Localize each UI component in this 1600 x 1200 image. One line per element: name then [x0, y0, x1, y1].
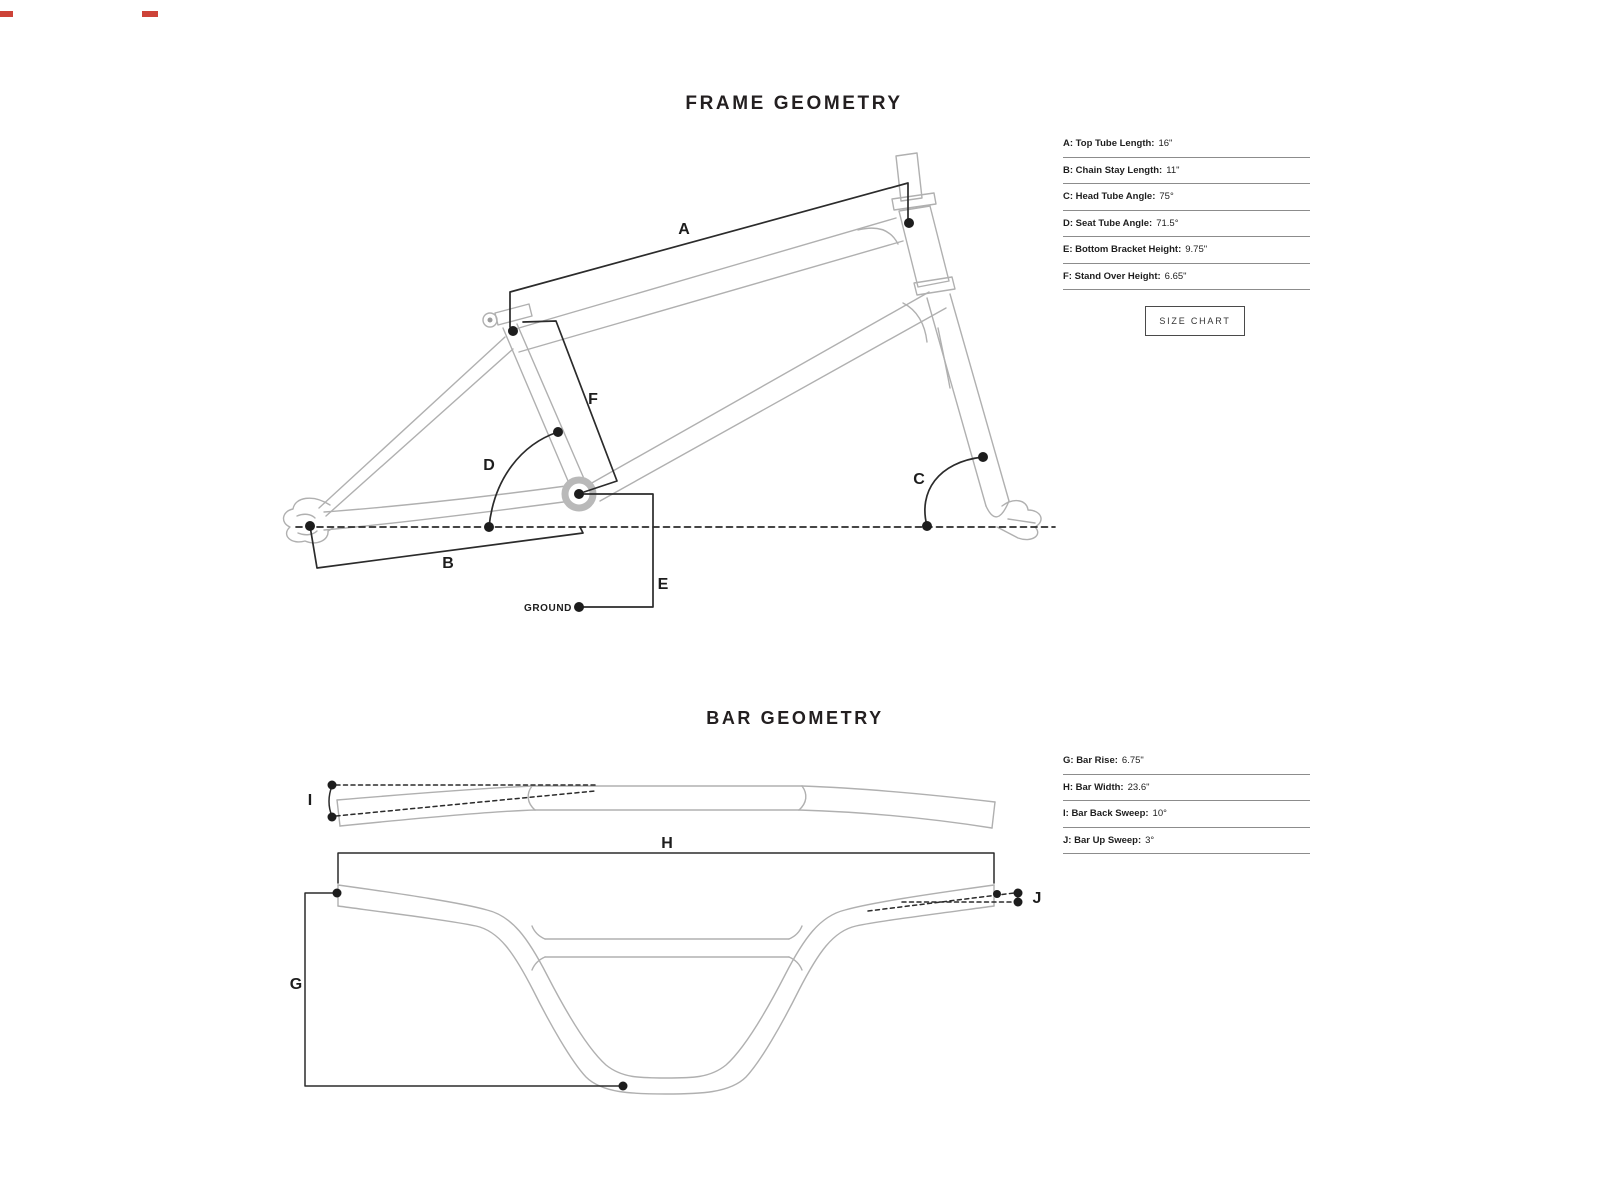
dim-j-bar-end-dot — [993, 890, 1001, 898]
dim-c-arc — [925, 457, 983, 526]
frame-drawing — [284, 153, 1042, 543]
spec-label: D: Seat Tube Angle: — [1063, 217, 1153, 229]
spec-row-bottom-bracket-height — [1063, 237, 1310, 264]
crossbar-fillet — [789, 926, 802, 939]
down-tube-gusset — [903, 303, 927, 342]
rear-dropout — [284, 498, 333, 543]
bar-dimension-labels — [290, 792, 1042, 993]
dim-i-top-dot — [328, 781, 337, 790]
rear-dropout-slot — [297, 514, 315, 518]
spec-label: B: Chain Stay Length: — [1063, 164, 1163, 176]
spec-label: E: Bottom Bracket Height: — [1063, 244, 1182, 256]
down-tube — [590, 292, 929, 484]
dim-g-line — [305, 893, 623, 1086]
dim-h-line — [338, 853, 994, 883]
spec-row-bar-width — [1063, 775, 1310, 802]
ground-dot — [574, 602, 584, 612]
spec-value: 11" — [1166, 164, 1180, 176]
bar-spec-list — [1063, 748, 1310, 854]
spec-label: C: Head Tube Angle: — [1063, 191, 1156, 203]
spec-label: G: Bar Rise: — [1063, 755, 1118, 767]
dim-e-line — [579, 494, 653, 607]
top-tube — [519, 241, 903, 352]
seat-stay — [319, 337, 505, 508]
bar-front-view-drawing — [338, 885, 994, 1094]
bar-top-right-grip — [799, 810, 992, 828]
label-e: E — [657, 576, 669, 593]
bar-front-outer-edge — [338, 906, 994, 1094]
label-g: G — [289, 976, 303, 993]
spec-row-chain-stay-length — [1063, 158, 1310, 185]
spec-row-head-tube-angle — [1063, 184, 1310, 211]
spec-row-stand-over-height — [1063, 264, 1310, 291]
spec-value: 16" — [1158, 138, 1173, 150]
bar-dimension-dots — [328, 781, 1023, 1091]
chain-stay — [324, 486, 566, 512]
spec-value: 6.65" — [1164, 270, 1187, 282]
crossbar-fillet — [532, 926, 545, 939]
chain-stay — [324, 501, 571, 530]
bar-top-left-endcap — [337, 800, 340, 826]
steerer-tube — [896, 153, 922, 201]
bar-geometry-title: BAR GEOMETRY — [706, 708, 884, 728]
frame-geometry-title: FRAME GEOMETRY — [685, 93, 903, 114]
bar-top-left-grip — [337, 786, 532, 800]
spec-row-top-tube-length — [1063, 131, 1310, 158]
seat-stay — [326, 349, 513, 516]
fork-blade — [927, 298, 986, 506]
label-i: I — [307, 792, 313, 809]
spec-value: 9.75" — [1185, 244, 1208, 256]
seat-clamp-qr-dot — [488, 318, 493, 323]
spec-row-seat-tube-angle — [1063, 211, 1310, 238]
bar-top-right-grip — [802, 786, 995, 802]
top-tube — [512, 218, 896, 330]
spec-value: 3° — [1145, 834, 1155, 846]
frame-dimensions — [296, 183, 1055, 607]
head-tube — [899, 206, 949, 287]
label-h: H — [661, 835, 673, 852]
dim-g-top-dot — [333, 889, 342, 898]
bar-top-bend — [528, 786, 535, 810]
spec-row-bar-rise — [1063, 748, 1310, 775]
spec-row-bar-up-sweep — [1063, 828, 1310, 855]
bar-front-inner-edge — [338, 885, 994, 1078]
spec-label: J: Bar Up Sweep: — [1063, 834, 1142, 846]
dim-j-lower-dot — [1014, 898, 1023, 907]
bar-top-right-endcap — [992, 802, 995, 828]
bottom-bracket-dot — [574, 489, 584, 499]
spec-value: 71.5° — [1156, 217, 1179, 229]
size-chart-button[interactable]: SIZE CHART — [1145, 306, 1245, 336]
spec-value: 23.6" — [1127, 781, 1150, 793]
dim-d-arc — [489, 432, 558, 527]
dim-i-bottom-dot — [328, 813, 337, 822]
dim-c-fork-dot — [978, 452, 988, 462]
frame-dimension-dots — [305, 218, 988, 612]
dim-i-arc — [329, 786, 332, 816]
dim-c-ground-dot — [922, 521, 932, 531]
spec-value: 10° — [1152, 808, 1167, 820]
label-b: B — [442, 555, 454, 572]
dim-a-line — [510, 183, 908, 327]
fork-blade-detail — [938, 328, 950, 388]
spec-label: I: Bar Back Sweep: — [1063, 808, 1149, 820]
spec-value: 75° — [1159, 191, 1174, 203]
spec-label: H: Bar Width: — [1063, 781, 1124, 793]
fork-blade — [950, 294, 1009, 501]
bar-dimensions — [305, 785, 1014, 1086]
label-ground: GROUND — [523, 603, 572, 614]
down-tube — [600, 308, 946, 501]
dim-i-axis-dashed — [336, 791, 595, 816]
label-c: C — [913, 471, 925, 488]
dim-g-bottom-dot — [619, 1082, 628, 1091]
dim-a-seat-dot — [508, 326, 518, 336]
dim-d-ground-dot — [484, 522, 494, 532]
seat-tube — [517, 324, 585, 481]
front-dropout-slot — [1008, 519, 1035, 523]
rear-axle-dot — [305, 521, 315, 531]
dim-d-seattube-dot — [553, 427, 563, 437]
label-d: D — [483, 457, 495, 474]
top-tube-gusset — [858, 228, 898, 244]
label-j: J — [1032, 890, 1042, 907]
frame-spec-list — [1063, 131, 1310, 290]
dim-a-head-dot — [904, 218, 914, 228]
dim-j-upper-dot — [1014, 889, 1023, 898]
spec-value: 6.75" — [1121, 755, 1144, 767]
label-f: F — [588, 391, 598, 408]
headset-spacer — [892, 193, 936, 210]
rear-dropout-slot — [298, 531, 317, 535]
label-a: A — [678, 221, 690, 238]
bar-top-bend — [799, 786, 806, 810]
spec-label: A: Top Tube Length: — [1063, 138, 1155, 150]
spec-row-bar-back-sweep — [1063, 801, 1310, 828]
spec-label: F: Stand Over Height: — [1063, 270, 1161, 282]
